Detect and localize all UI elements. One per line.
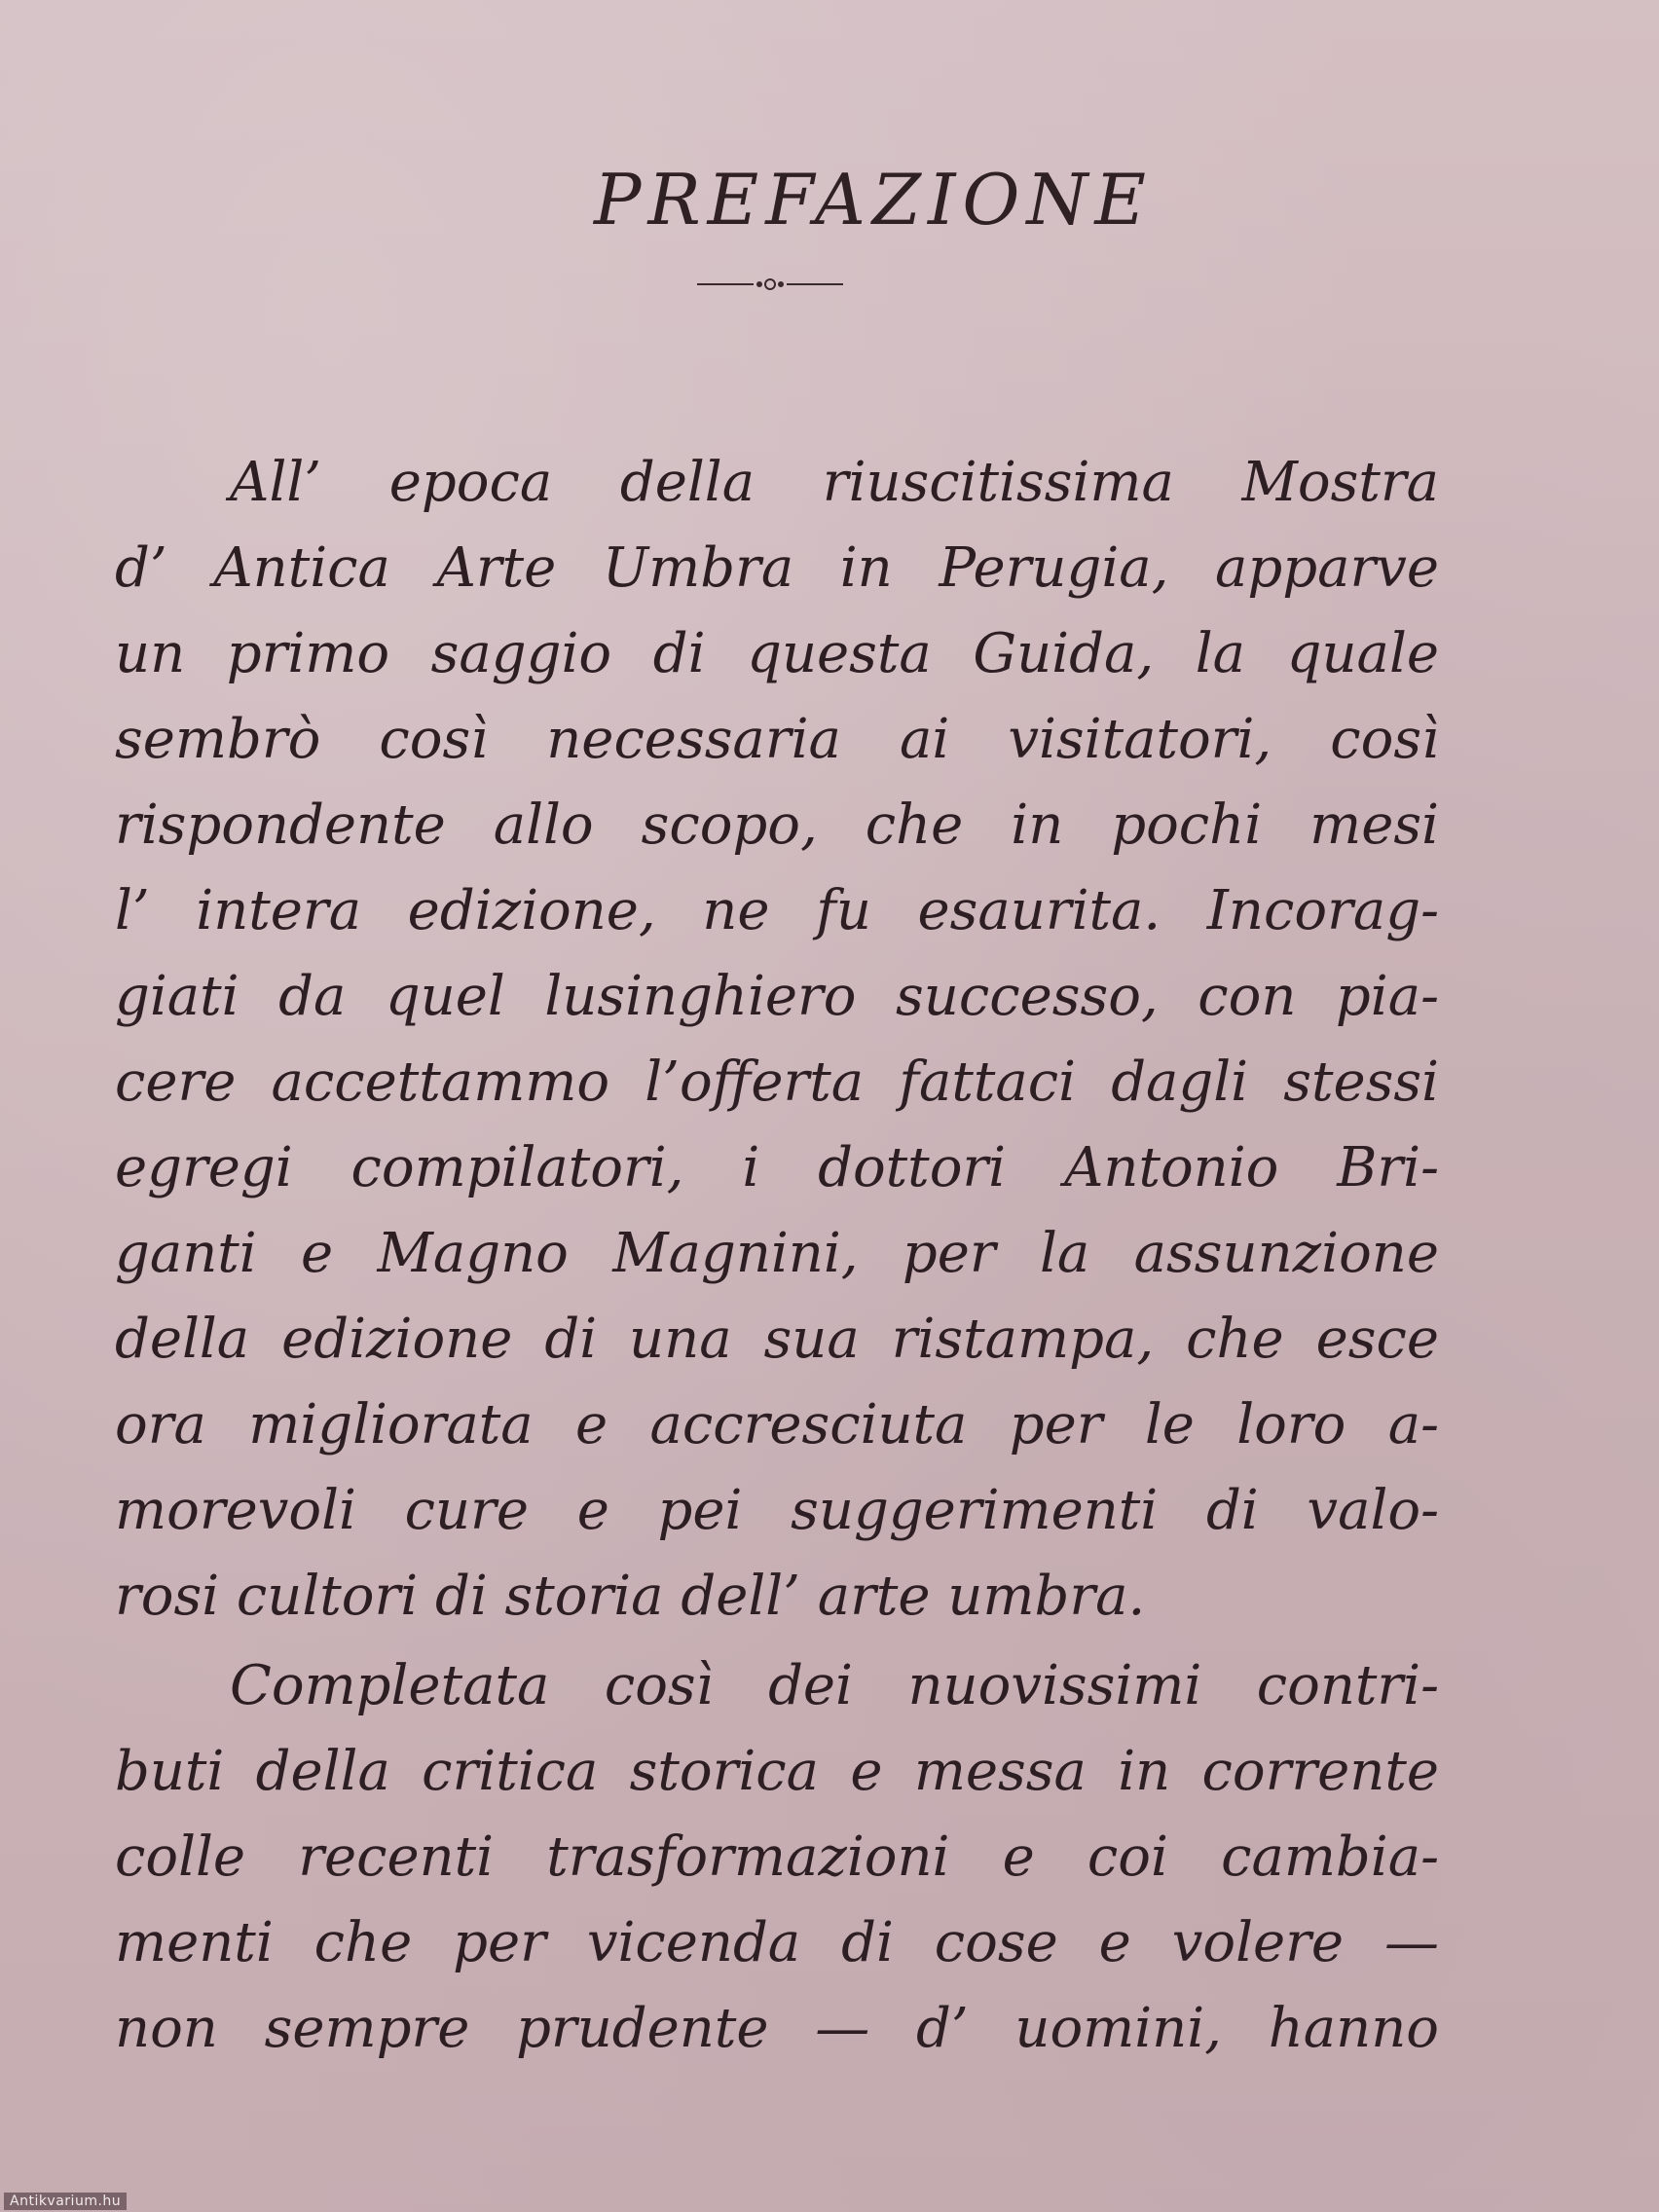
text-line: ganti e Magno Magnini, per la assunzione xyxy=(115,1222,1439,1285)
text-line: egregi compilatori, i dottori Antonio Bri- xyxy=(115,1136,1439,1199)
text-line: All’ epoca della riuscitissima Mostra xyxy=(230,451,1439,514)
text-line: rispondente allo scopo, che in pochi mesi xyxy=(115,793,1439,857)
text-line: buti della critica storica e messa in corrente xyxy=(115,1740,1439,1803)
paragraph-2 xyxy=(115,1643,1439,2072)
title-ornament-divider xyxy=(697,273,843,296)
page-title: PREFAZIONE xyxy=(594,159,1153,240)
text-line: cere accettammo l’offerta fattaci dagli stessi xyxy=(115,1051,1439,1114)
text-line: sembrò così necessaria ai visitatori, così xyxy=(115,708,1439,771)
text-line: ora migliorata e accresciuta per le loro a- xyxy=(115,1393,1439,1456)
text-line: della edizione di una sua ristampa, che esce xyxy=(115,1308,1439,1371)
text-line: d’ Antica Arte Umbra in Perugia, apparve xyxy=(115,536,1439,600)
text-line: un primo saggio di questa Guida, la quale xyxy=(115,622,1439,685)
text-line: morevoli cure e pei suggerimenti di valo- xyxy=(115,1479,1439,1542)
text-line: giati da quel lusinghiero successo, con pia- xyxy=(115,965,1439,1028)
text-line: rosi cultori di storia dell’ arte umbra. xyxy=(115,1565,1146,1628)
watermark-label: Antikvarium.hu xyxy=(4,2193,127,2210)
text-line: menti che per vicenda di cose e volere — xyxy=(115,1911,1439,1974)
text-line: colle recenti trasformazioni e coi cambia- xyxy=(115,1825,1439,1889)
paragraph-1 xyxy=(115,440,1439,1640)
text-line: Completata così dei nuovissimi contri- xyxy=(230,1654,1439,1717)
text-line: l’ intera edizione, ne fu esaurita. Incorag- xyxy=(115,879,1439,942)
text-line: non sempre prudente — d’ uomini, hanno xyxy=(115,1997,1439,2060)
